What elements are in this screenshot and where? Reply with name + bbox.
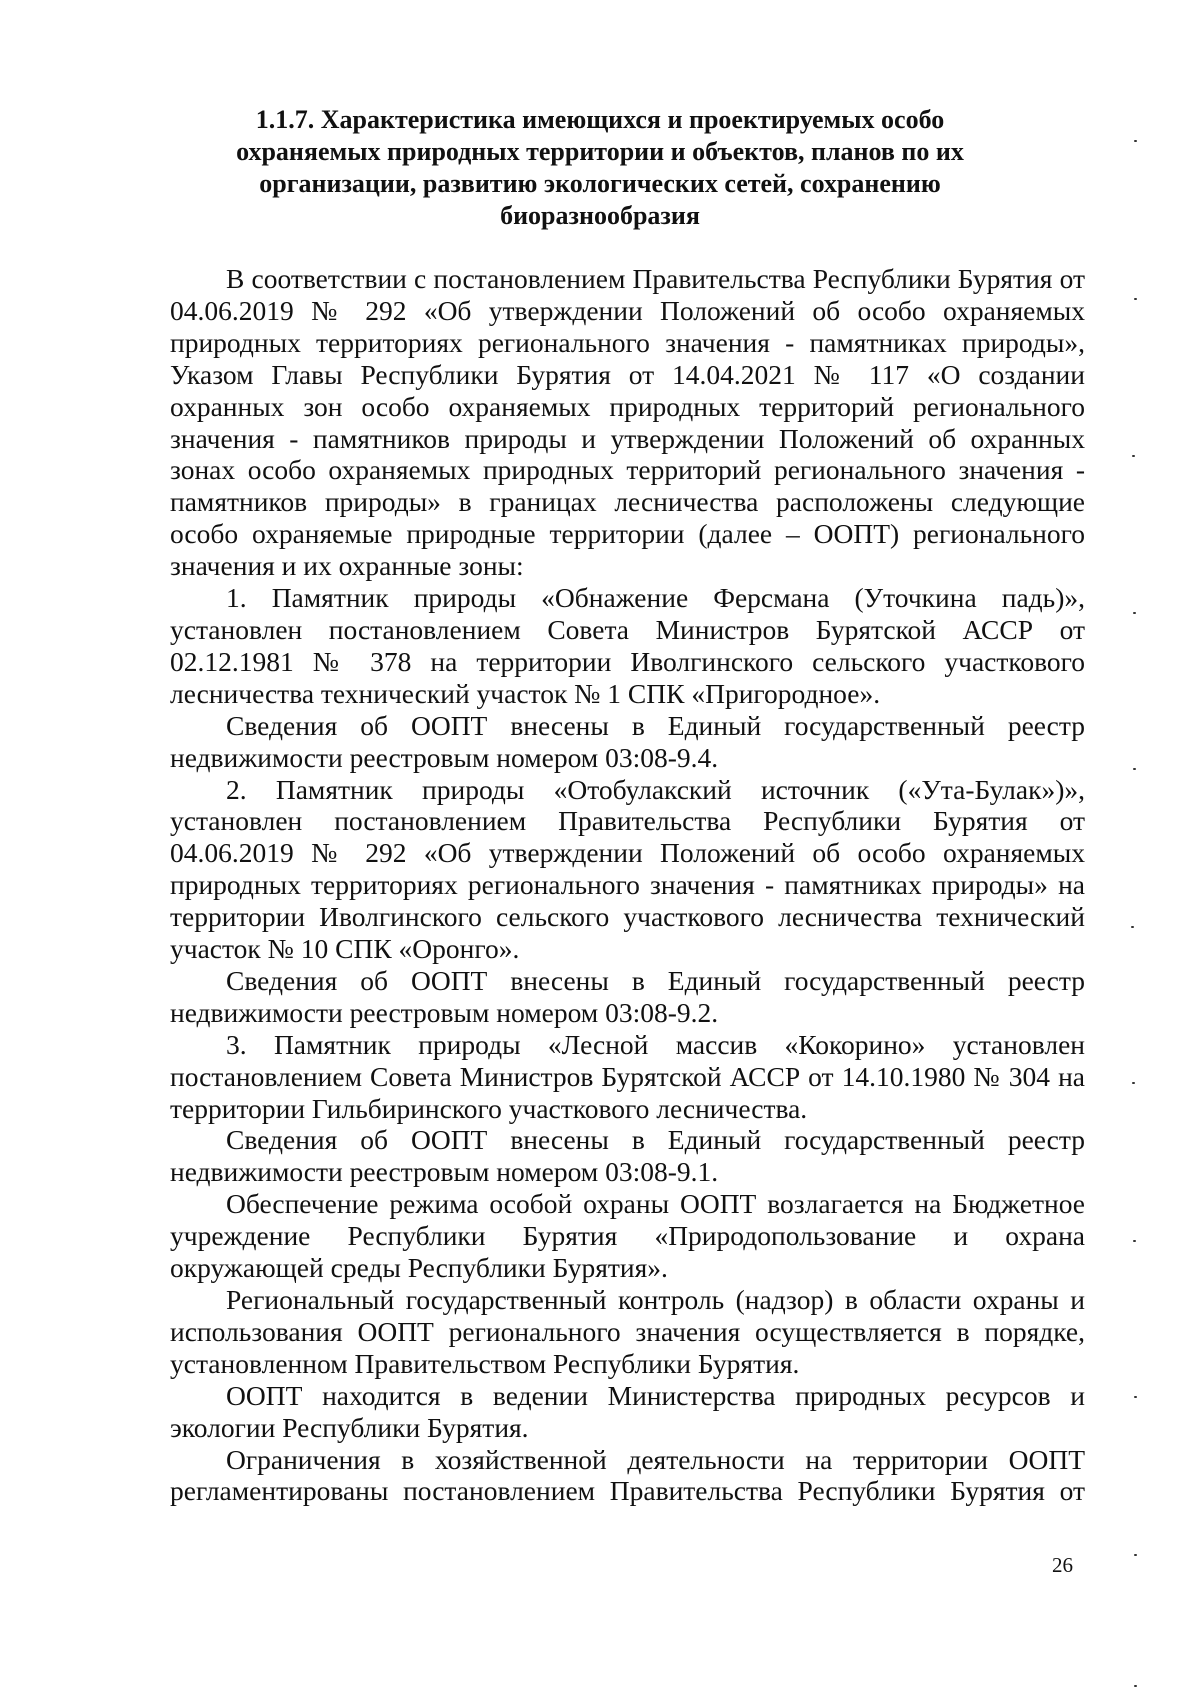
- scan-speck: [1134, 140, 1137, 142]
- document-body: [170, 263, 1085, 1507]
- section-heading: [200, 104, 1000, 232]
- paragraph-intro: В соответствии с постановлением Правительства Республики Бурятия от 04.06.2019 № 292 «Об утверждении Положений об особо охраняемых природных территориях регионального значения - памятниках природы», Указом Главы Республики Бурятия от 14.04.2021 № 117 «О создании охранных зон особо охраняемых природных территорий регионального значения - памятников природы и утверждении Положений об охранных зонах особо охраняемых природных территорий регионального значения - памятников природы» в границах лесничества расположены следующие особо охраняемые природные территории (далее – ООПТ) регионального значения и их охранные зоны:: [170, 263, 1085, 582]
- scan-speck: [1133, 768, 1136, 770]
- paragraph-item-2: 2. Памятник природы «Отобулакский источник («Ута-Булак»)», установлен постановлением Правительства Республики Бурятия от 04.06.2019 № 292 «Об утверждении Положений об особо охраняемых природных территориях регионального значения - памятниках природы» на территории Иволгинского сельского участкового лесничества технический участок № 10 СПК «Оронго».: [170, 773, 1085, 965]
- page-number: 26: [1052, 1553, 1073, 1577]
- scan-speck: [1133, 612, 1136, 614]
- heading-line: 1.1.7. Характеристика имеющихся и проектируемых особо: [255, 105, 945, 134]
- paragraph-restrictions: Ограничения в хозяйственной деятельности на территории ООПТ регламентированы постановлением Правительства Республики Бурятия от: [170, 1443, 1085, 1507]
- scan-speck: [1131, 926, 1134, 928]
- paragraph-registry-2: Сведения об ООПТ внесены в Единый государственный реестр недвижимости реестровым номером 03:08-9.2.: [170, 964, 1085, 1028]
- paragraph-item-3: 3. Памятник природы «Лесной массив «Кокорино» установлен постановлением Совета Министров Бурятской АССР от 14.10.1980 № 304 на территории Гильбиринского участкового лесничества.: [170, 1028, 1085, 1124]
- scan-speck: [1134, 1554, 1137, 1556]
- scan-speck: [1132, 1082, 1135, 1084]
- paragraph-item-1: 1. Памятник природы «Обнажение Ферсмана (Уточкина падь)», установлен постановлением Совета Министров Бурятской АССР от 02.12.1981 № 378 на территории Иволгинского сельского участкового лесничества технический участок № 1 СПК «Пригородное».: [170, 582, 1085, 709]
- paragraph-protection-regime: Обеспечение режима особой охраны ООПТ возлагается на Бюджетное учреждение Республики Бурятия «Природопользование и охрана окружающей среды Республики Бурятия».: [170, 1188, 1085, 1284]
- scan-speck: [1134, 1685, 1137, 1687]
- heading-line: охраняемых природных территории и объектов, планов по их: [236, 137, 964, 166]
- scan-speck: [1134, 1396, 1137, 1398]
- scan-speck: [1132, 455, 1135, 457]
- paragraph-registry-1: Сведения об ООПТ внесены в Единый государственный реестр недвижимости реестровым номером 03:08-9.4.: [170, 709, 1085, 773]
- paragraph-state-control: Региональный государственный контроль (надзор) в области охраны и использования ООПТ регионального значения осуществляется в порядке, установленном Правительством Республики Бурятия.: [170, 1284, 1085, 1379]
- paragraph-ministry: ООПТ находится в ведении Министерства природных ресурсов и экологии Республики Бурятия.: [170, 1379, 1085, 1443]
- scan-speck: [1133, 1240, 1136, 1242]
- heading-line: биоразнообразия: [500, 201, 700, 230]
- paragraph-registry-3: Сведения об ООПТ внесены в Единый государственный реестр недвижимости реестровым номером 03:08-9.1.: [170, 1124, 1085, 1188]
- scan-speck: [1134, 298, 1137, 300]
- heading-line: организации, развитию экологических сетей, сохранению: [259, 169, 941, 198]
